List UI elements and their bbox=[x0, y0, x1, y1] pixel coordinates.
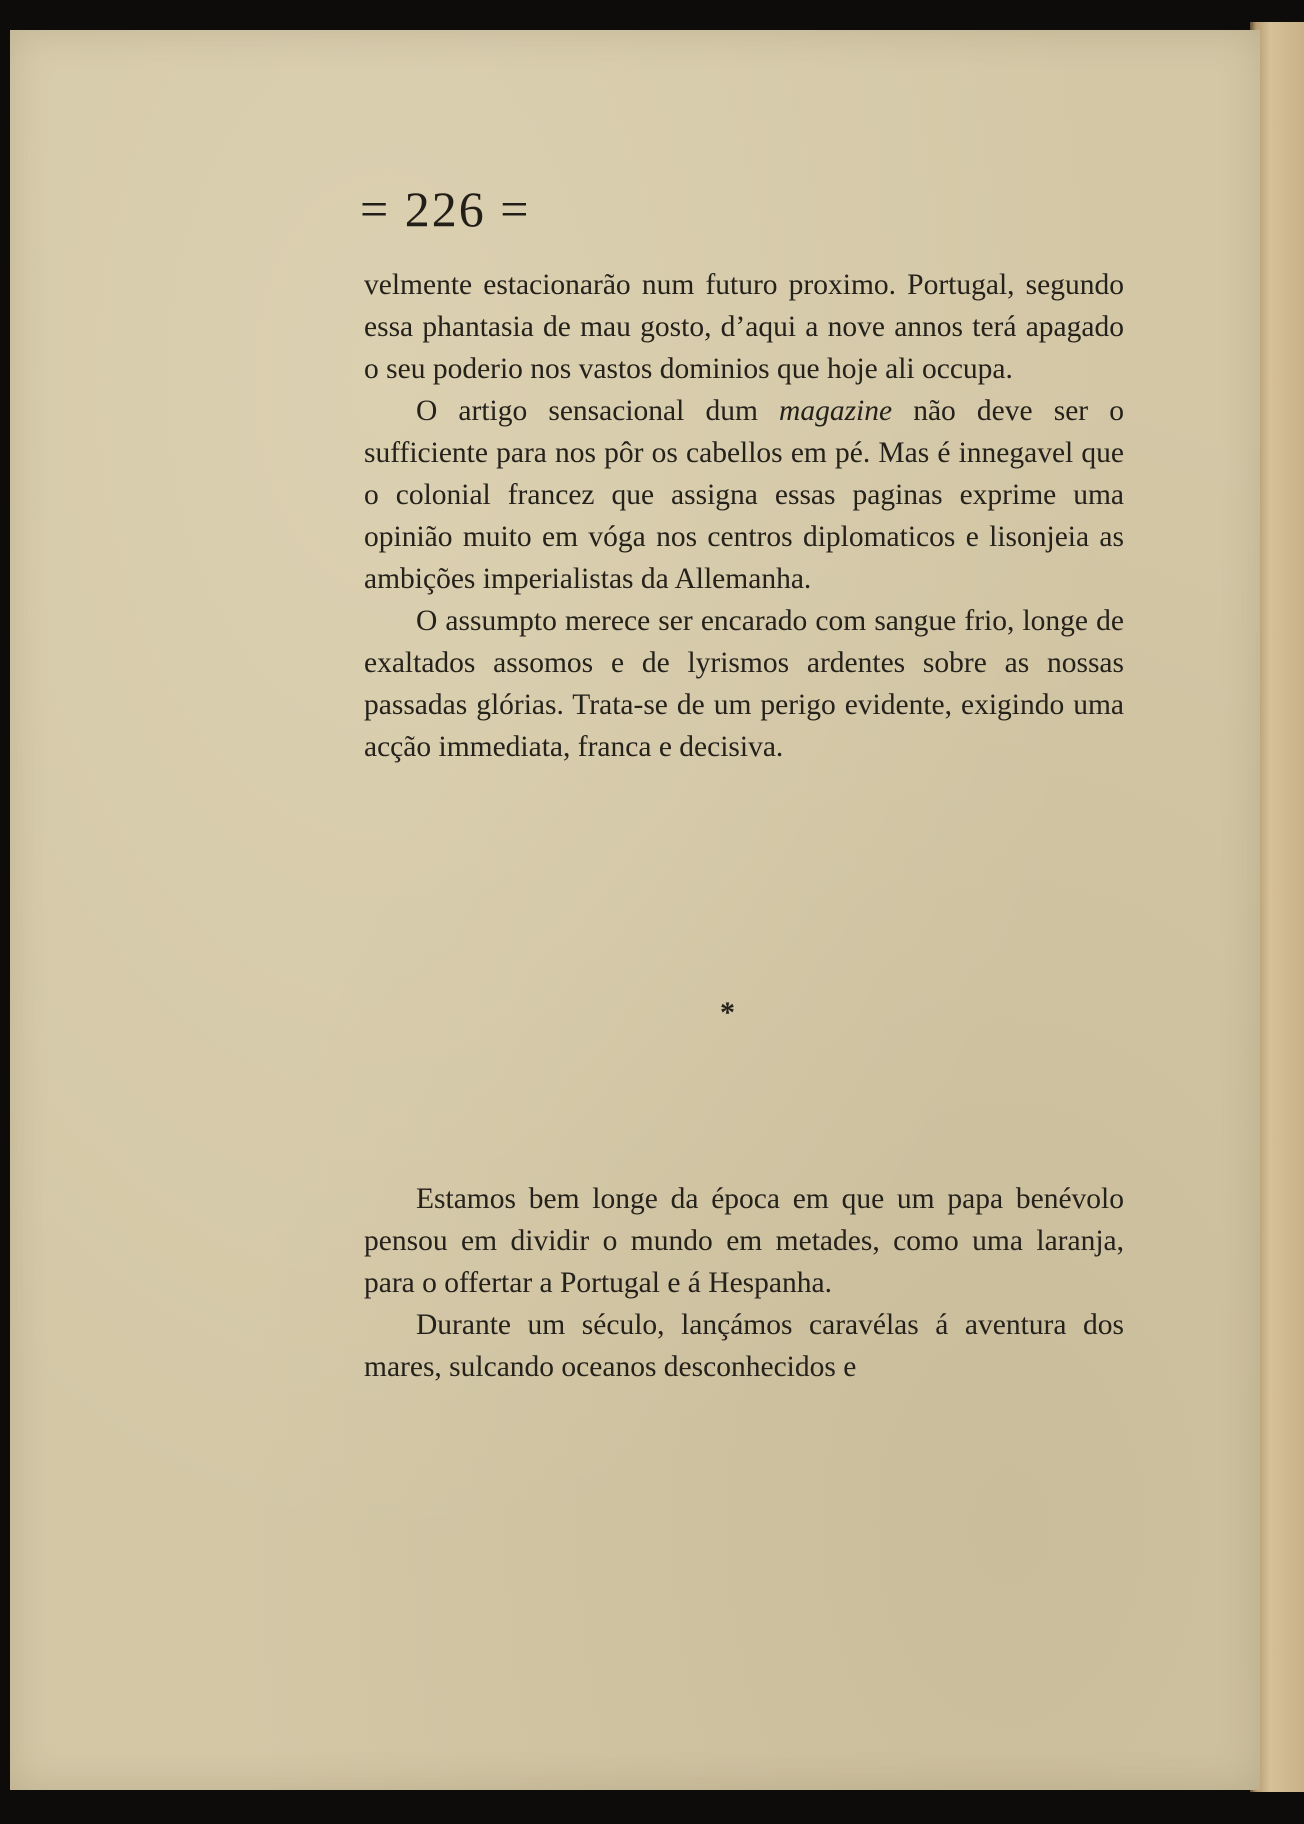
paragraph bbox=[364, 390, 1124, 600]
paragraph-text-after: não deve ser o sufficiente para nos pôr os cabellos em pé. Mas é innegavel que o colonial francez que assigna essas paginas exprime uma opinião muito em vóga nos centros diplomaticos e lisonjeia as ambições imperialistas da Allemanha. bbox=[364, 395, 1124, 595]
page-number: = 226 = bbox=[360, 181, 531, 237]
paragraph-text-before: O artigo sensacional dum bbox=[416, 395, 780, 427]
paragraph: Durante um século, lançámos caravélas á aventura dos mares, sulcando oceanos desconhecidos e bbox=[364, 1309, 1124, 1383]
paragraph bbox=[364, 264, 1124, 390]
italic-term: magazine bbox=[779, 395, 893, 427]
section-separator: * bbox=[720, 996, 735, 1029]
paragraph-text: velmente estacionarão num futuro proximo. Portugal, segundo essa phantasia de mau gosto, d’aqui a nove annos terá apagado o seu poderio nos vastos dominios que hoje ali occupa. bbox=[364, 269, 1124, 385]
text-block-lower bbox=[364, 1178, 1124, 1388]
text-block-upper bbox=[364, 264, 1124, 768]
paragraph bbox=[364, 600, 1124, 768]
paragraph: Estamos bem longe da época em que um papa benévolo pensou em dividir o mundo em metades, como uma laranja, para o offertar a Portugal e á Hespanha. bbox=[364, 1183, 1124, 1299]
paragraph-text: O assumpto merece ser encarado com sangue frio, longe de exaltados assomos e de lyrismos ardentes sobre as nossas passadas glórias. Trata-se de um perigo evidente, exigindo uma acção immediata, franca e decisiva. bbox=[364, 605, 1124, 763]
